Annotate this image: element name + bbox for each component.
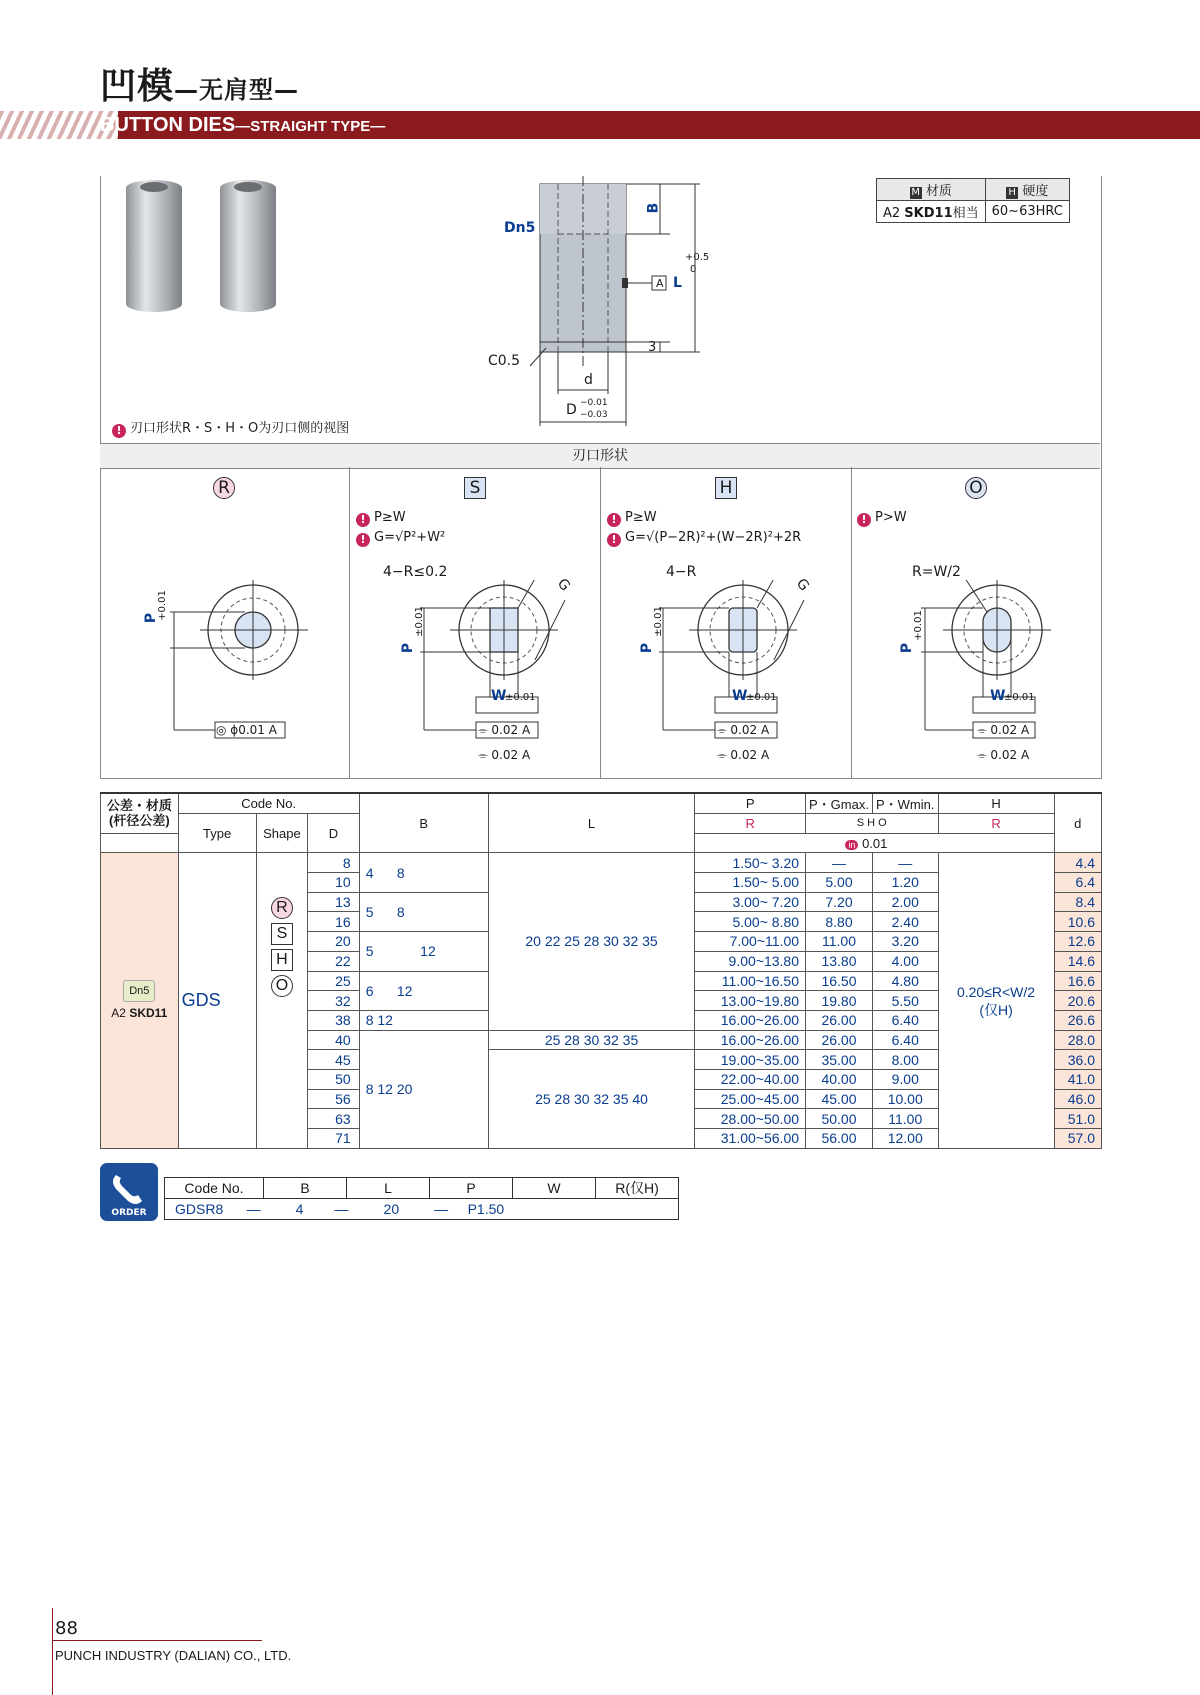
- hdr-pwmin: P・Wmin.: [872, 793, 938, 814]
- page-title-en: BUTTON DIES—STRAIGHT TYPE—: [100, 114, 386, 136]
- d-cell: 20: [308, 932, 360, 952]
- shape-h-corner: 4−R: [666, 564, 697, 580]
- d-cell: 71: [308, 1129, 360, 1149]
- pwmin-cell: 4.80: [872, 971, 938, 991]
- d-small-cell: 10.6: [1054, 912, 1101, 932]
- d-small-cell: 4.4: [1054, 853, 1101, 873]
- shape-o-w-tol: ±0.01: [1004, 692, 1035, 703]
- hdr-p-r: R: [695, 814, 806, 834]
- pwmin-cell: 6.40: [872, 1030, 938, 1050]
- table-row: [101, 853, 1102, 873]
- d-cell: 10: [308, 873, 360, 893]
- pwmin-cell: 8.00: [872, 1050, 938, 1070]
- d-small-cell: 12.6: [1054, 932, 1101, 952]
- shape-h-tag: H: [715, 477, 737, 499]
- view-note: ! 刃口形状R・S・H・O为刃口侧的视图: [112, 417, 349, 438]
- b-cell: 4 8: [359, 853, 488, 892]
- spec-table: [100, 792, 1102, 1149]
- hdr-tol-mat: 公差・材质 (杆径公差): [101, 793, 179, 833]
- material-header: M 材质: [877, 179, 986, 201]
- order-hdr-w: W: [513, 1178, 596, 1199]
- d-small-cell: 51.0: [1054, 1109, 1101, 1129]
- shape-h-w: W: [732, 688, 748, 704]
- p-cell: 19.00~35.00: [695, 1050, 806, 1070]
- order-icon: ORDER: [100, 1163, 158, 1221]
- shape-o-w: W: [990, 688, 1006, 704]
- shape-s-note1: ! P≥W: [356, 510, 406, 527]
- l-tol-lo: 0: [690, 264, 697, 275]
- shape-h-g: G: [792, 575, 813, 595]
- pgmax-cell: 26.00: [806, 1010, 873, 1030]
- product-photo-1: [126, 180, 182, 312]
- pgmax-cell: 26.00: [806, 1030, 873, 1050]
- d-small-cell: 57.0: [1054, 1129, 1101, 1149]
- order-example-value: GDSR8 — 4 — 20 — P1.50: [165, 1199, 679, 1220]
- D-dim-label: D: [566, 402, 577, 418]
- material-value: A2 SKD11相当: [877, 201, 986, 223]
- shape-s-w: W: [491, 688, 507, 704]
- p-cell: 31.00~56.00: [695, 1129, 806, 1149]
- shape-option-h: H: [271, 949, 293, 971]
- pgmax-cell: 50.00: [806, 1109, 873, 1129]
- p-cell: 1.50~ 3.20: [695, 853, 806, 873]
- p-cell: 22.00~40.00: [695, 1069, 806, 1089]
- shape-r-tag: R: [213, 477, 235, 499]
- a-ref-label: A: [656, 277, 664, 290]
- hdr-shape: Shape: [256, 814, 308, 853]
- p-cell: 5.00~ 8.80: [695, 912, 806, 932]
- shape-o-note1: ! P>W: [857, 510, 907, 527]
- hdr-pgmax: P・Gmax.: [806, 793, 873, 814]
- hardness-header: H 硬度: [985, 179, 1069, 201]
- pwmin-cell: 2.00: [872, 892, 938, 912]
- shape-s-corner: 4−R≤0.2: [383, 564, 448, 580]
- hdr-code-no: Code No.: [178, 793, 359, 814]
- shape-s-p-tol: ±0.01: [413, 606, 425, 637]
- l-cell: 25 28 30 32 35 40: [488, 1050, 695, 1148]
- D-tol-lo: −0.03: [580, 410, 608, 420]
- shape-h-tol2: ⌯ 0.02 A: [717, 748, 770, 762]
- d-small-cell: 6.4: [1054, 873, 1101, 893]
- material-icon: M: [911, 187, 921, 198]
- shape-h-note1: ! P≥W: [607, 510, 657, 527]
- shape-r-drawing: [150, 580, 350, 740]
- d-cell: 40: [308, 1030, 360, 1050]
- order-hdr-code: Code No.: [165, 1178, 264, 1199]
- b-cell: 8 12 20: [359, 1030, 488, 1148]
- d-small-cell: 26.6: [1054, 1010, 1101, 1030]
- order-hdr-r: R(仅H): [596, 1178, 679, 1199]
- company-name: PUNCH INDUSTRY (DALIAN) CO., LTD.: [55, 1648, 292, 1663]
- d-small-cell: 28.0: [1054, 1030, 1101, 1050]
- pgmax-cell: 11.00: [806, 932, 873, 952]
- hdr-p: P: [695, 793, 806, 814]
- shape-o-corner: R=W/2: [912, 564, 961, 580]
- d-cell: 63: [308, 1109, 360, 1129]
- shape-r-p-tol: +0.01: [156, 590, 168, 621]
- pwmin-cell: 1.20: [872, 873, 938, 893]
- page-title: 凹模—无肩型—: [100, 66, 300, 107]
- shape-section-header: 刃口形状: [100, 443, 1100, 469]
- p-cell: 1.50~ 5.00: [695, 873, 806, 893]
- pgmax-cell: 35.00: [806, 1050, 873, 1070]
- order-hdr-b: B: [264, 1178, 347, 1199]
- info-icon: !: [112, 424, 126, 438]
- shape-s-tag: S: [464, 477, 486, 499]
- pgmax-cell: 45.00: [806, 1089, 873, 1109]
- tol-mat-cell: Dn5 A2 SKD11: [101, 853, 179, 1148]
- hdr-sho: S H O: [806, 814, 938, 834]
- d-cell: 8: [308, 853, 360, 873]
- shape-o-tol1: ⌯ 0.02 A: [977, 723, 1030, 737]
- shape-o-tag: O: [965, 477, 987, 499]
- d-cell: 45: [308, 1050, 360, 1070]
- b-cell: 6 12: [359, 971, 488, 1010]
- shape-s-tol1: ⌯ 0.02 A: [478, 723, 531, 737]
- shape-o-p: P: [899, 642, 916, 654]
- order-hdr-p: P: [430, 1178, 513, 1199]
- pgmax-cell: 19.80: [806, 991, 873, 1011]
- shape-option-s: S: [271, 923, 293, 945]
- d-cell: 38: [308, 1010, 360, 1030]
- d-cell: 22: [308, 951, 360, 971]
- p-cell: 16.00~26.00: [695, 1030, 806, 1050]
- hdr-d-small: d: [1054, 793, 1101, 853]
- shape-s-w-tol: ±0.01: [505, 692, 536, 703]
- type-cell: GDS: [178, 853, 256, 1148]
- b-cell: 8 12: [359, 1010, 488, 1030]
- p-cell: 28.00~50.00: [695, 1109, 806, 1129]
- hdr-l: L: [488, 793, 695, 853]
- D-tol-up: −0.01: [580, 398, 608, 408]
- shape-h-p: P: [639, 642, 656, 654]
- hdr-D: D: [308, 814, 360, 853]
- shape-r-tolbox: ◎ ϕ0.01 A: [216, 723, 277, 737]
- shape-option-o: O: [271, 975, 293, 997]
- p-cell: 7.00~11.00: [695, 932, 806, 952]
- pgmax-cell: —: [806, 853, 873, 873]
- shape-h-w-tol: ±0.01: [746, 692, 777, 703]
- pgmax-cell: 13.80: [806, 951, 873, 971]
- d-dim-label: d: [584, 372, 593, 388]
- d-cell: 50: [308, 1069, 360, 1089]
- pwmin-cell: 2.40: [872, 912, 938, 932]
- pgmax-cell: 5.00: [806, 873, 873, 893]
- d-cell: 32: [308, 991, 360, 1011]
- pwmin-cell: 10.00: [872, 1089, 938, 1109]
- hardness-icon: H: [1006, 187, 1018, 199]
- pgmax-cell: 56.00: [806, 1129, 873, 1149]
- pwmin-cell: 6.40: [872, 1010, 938, 1030]
- h-cell: 0.20≤R<W/2 (仅H): [938, 853, 1054, 1148]
- material-table: [876, 178, 1070, 223]
- shape-o-tol2: ⌯ 0.02 A: [977, 748, 1030, 762]
- pwmin-cell: —: [872, 853, 938, 873]
- d-small-cell: 14.6: [1054, 951, 1101, 971]
- pwmin-cell: 4.00: [872, 951, 938, 971]
- d-cell: 16: [308, 912, 360, 932]
- pwmin-cell: 3.20: [872, 932, 938, 952]
- chamfer-label: C0.5: [488, 353, 521, 369]
- shape-h-note2: ! G=√(P−2R)²+(W−2R)²+2R: [607, 530, 801, 547]
- p-cell: 9.00~13.80: [695, 951, 806, 971]
- pgmax-cell: 7.20: [806, 892, 873, 912]
- shape-s-p: P: [400, 642, 417, 654]
- l-dim-label: L: [673, 275, 682, 291]
- b-cell: 5 12: [359, 932, 488, 971]
- shape-s-tol2: ⌯ 0.02 A: [478, 748, 531, 762]
- d-small-cell: 8.4: [1054, 892, 1101, 912]
- l-tol-up: +0.5: [685, 252, 710, 263]
- d-cell: 56: [308, 1089, 360, 1109]
- shape-h-tol1: ⌯ 0.02 A: [717, 723, 770, 737]
- p-cell: 16.00~26.00: [695, 1010, 806, 1030]
- hdr-inch: in 0.01: [695, 833, 1054, 853]
- shape-option-r: R: [271, 897, 293, 919]
- hdr-type: Type: [178, 814, 256, 853]
- pgmax-cell: 8.80: [806, 912, 873, 932]
- shape-s-note2: ! G=√P²+W²: [356, 530, 445, 547]
- p-cell: 3.00~ 7.20: [695, 892, 806, 912]
- d-small-cell: 20.6: [1054, 991, 1101, 1011]
- pwmin-cell: 11.00: [872, 1109, 938, 1129]
- shape-h-p-tol: ±0.01: [652, 606, 664, 637]
- pgmax-cell: 40.00: [806, 1069, 873, 1089]
- hardness-value: 60~63HRC: [985, 201, 1069, 223]
- p-cell: 11.00~16.50: [695, 971, 806, 991]
- section-drawing: [470, 176, 730, 436]
- order-hdr-l: L: [347, 1178, 430, 1199]
- b-cell: 5 8: [359, 892, 488, 931]
- hdr-b: B: [359, 793, 488, 853]
- hdr-h: H: [938, 793, 1054, 814]
- d-cell: 13: [308, 892, 360, 912]
- page-number: 88: [55, 1618, 78, 1639]
- order-example-table: [164, 1177, 679, 1220]
- shape-o-p-tol: +0.01: [912, 610, 924, 641]
- dn5-label: Dn5: [504, 220, 536, 236]
- d-small-cell: 46.0: [1054, 1089, 1101, 1109]
- d-small-cell: 16.6: [1054, 971, 1101, 991]
- l-cell: 20 22 25 28 30 32 35: [488, 853, 695, 1030]
- shape-s-g: G: [553, 575, 574, 595]
- pwmin-cell: 9.00: [872, 1069, 938, 1089]
- pgmax-cell: 16.50: [806, 971, 873, 991]
- pwmin-cell: 12.00: [872, 1129, 938, 1149]
- p-cell: 13.00~19.80: [695, 991, 806, 1011]
- three-dim-label: 3: [648, 340, 657, 355]
- d-small-cell: 36.0: [1054, 1050, 1101, 1070]
- b-dim-label: B: [645, 202, 662, 214]
- p-cell: 25.00~45.00: [695, 1089, 806, 1109]
- pwmin-cell: 5.50: [872, 991, 938, 1011]
- product-photo-2: [220, 180, 276, 312]
- shape-r-p: P: [143, 612, 160, 624]
- d-small-cell: 41.0: [1054, 1069, 1101, 1089]
- l-cell: 25 28 30 32 35: [488, 1030, 695, 1050]
- shape-cell: [256, 853, 308, 1148]
- d-cell: 25: [308, 971, 360, 991]
- hdr-h-r: R: [938, 814, 1054, 834]
